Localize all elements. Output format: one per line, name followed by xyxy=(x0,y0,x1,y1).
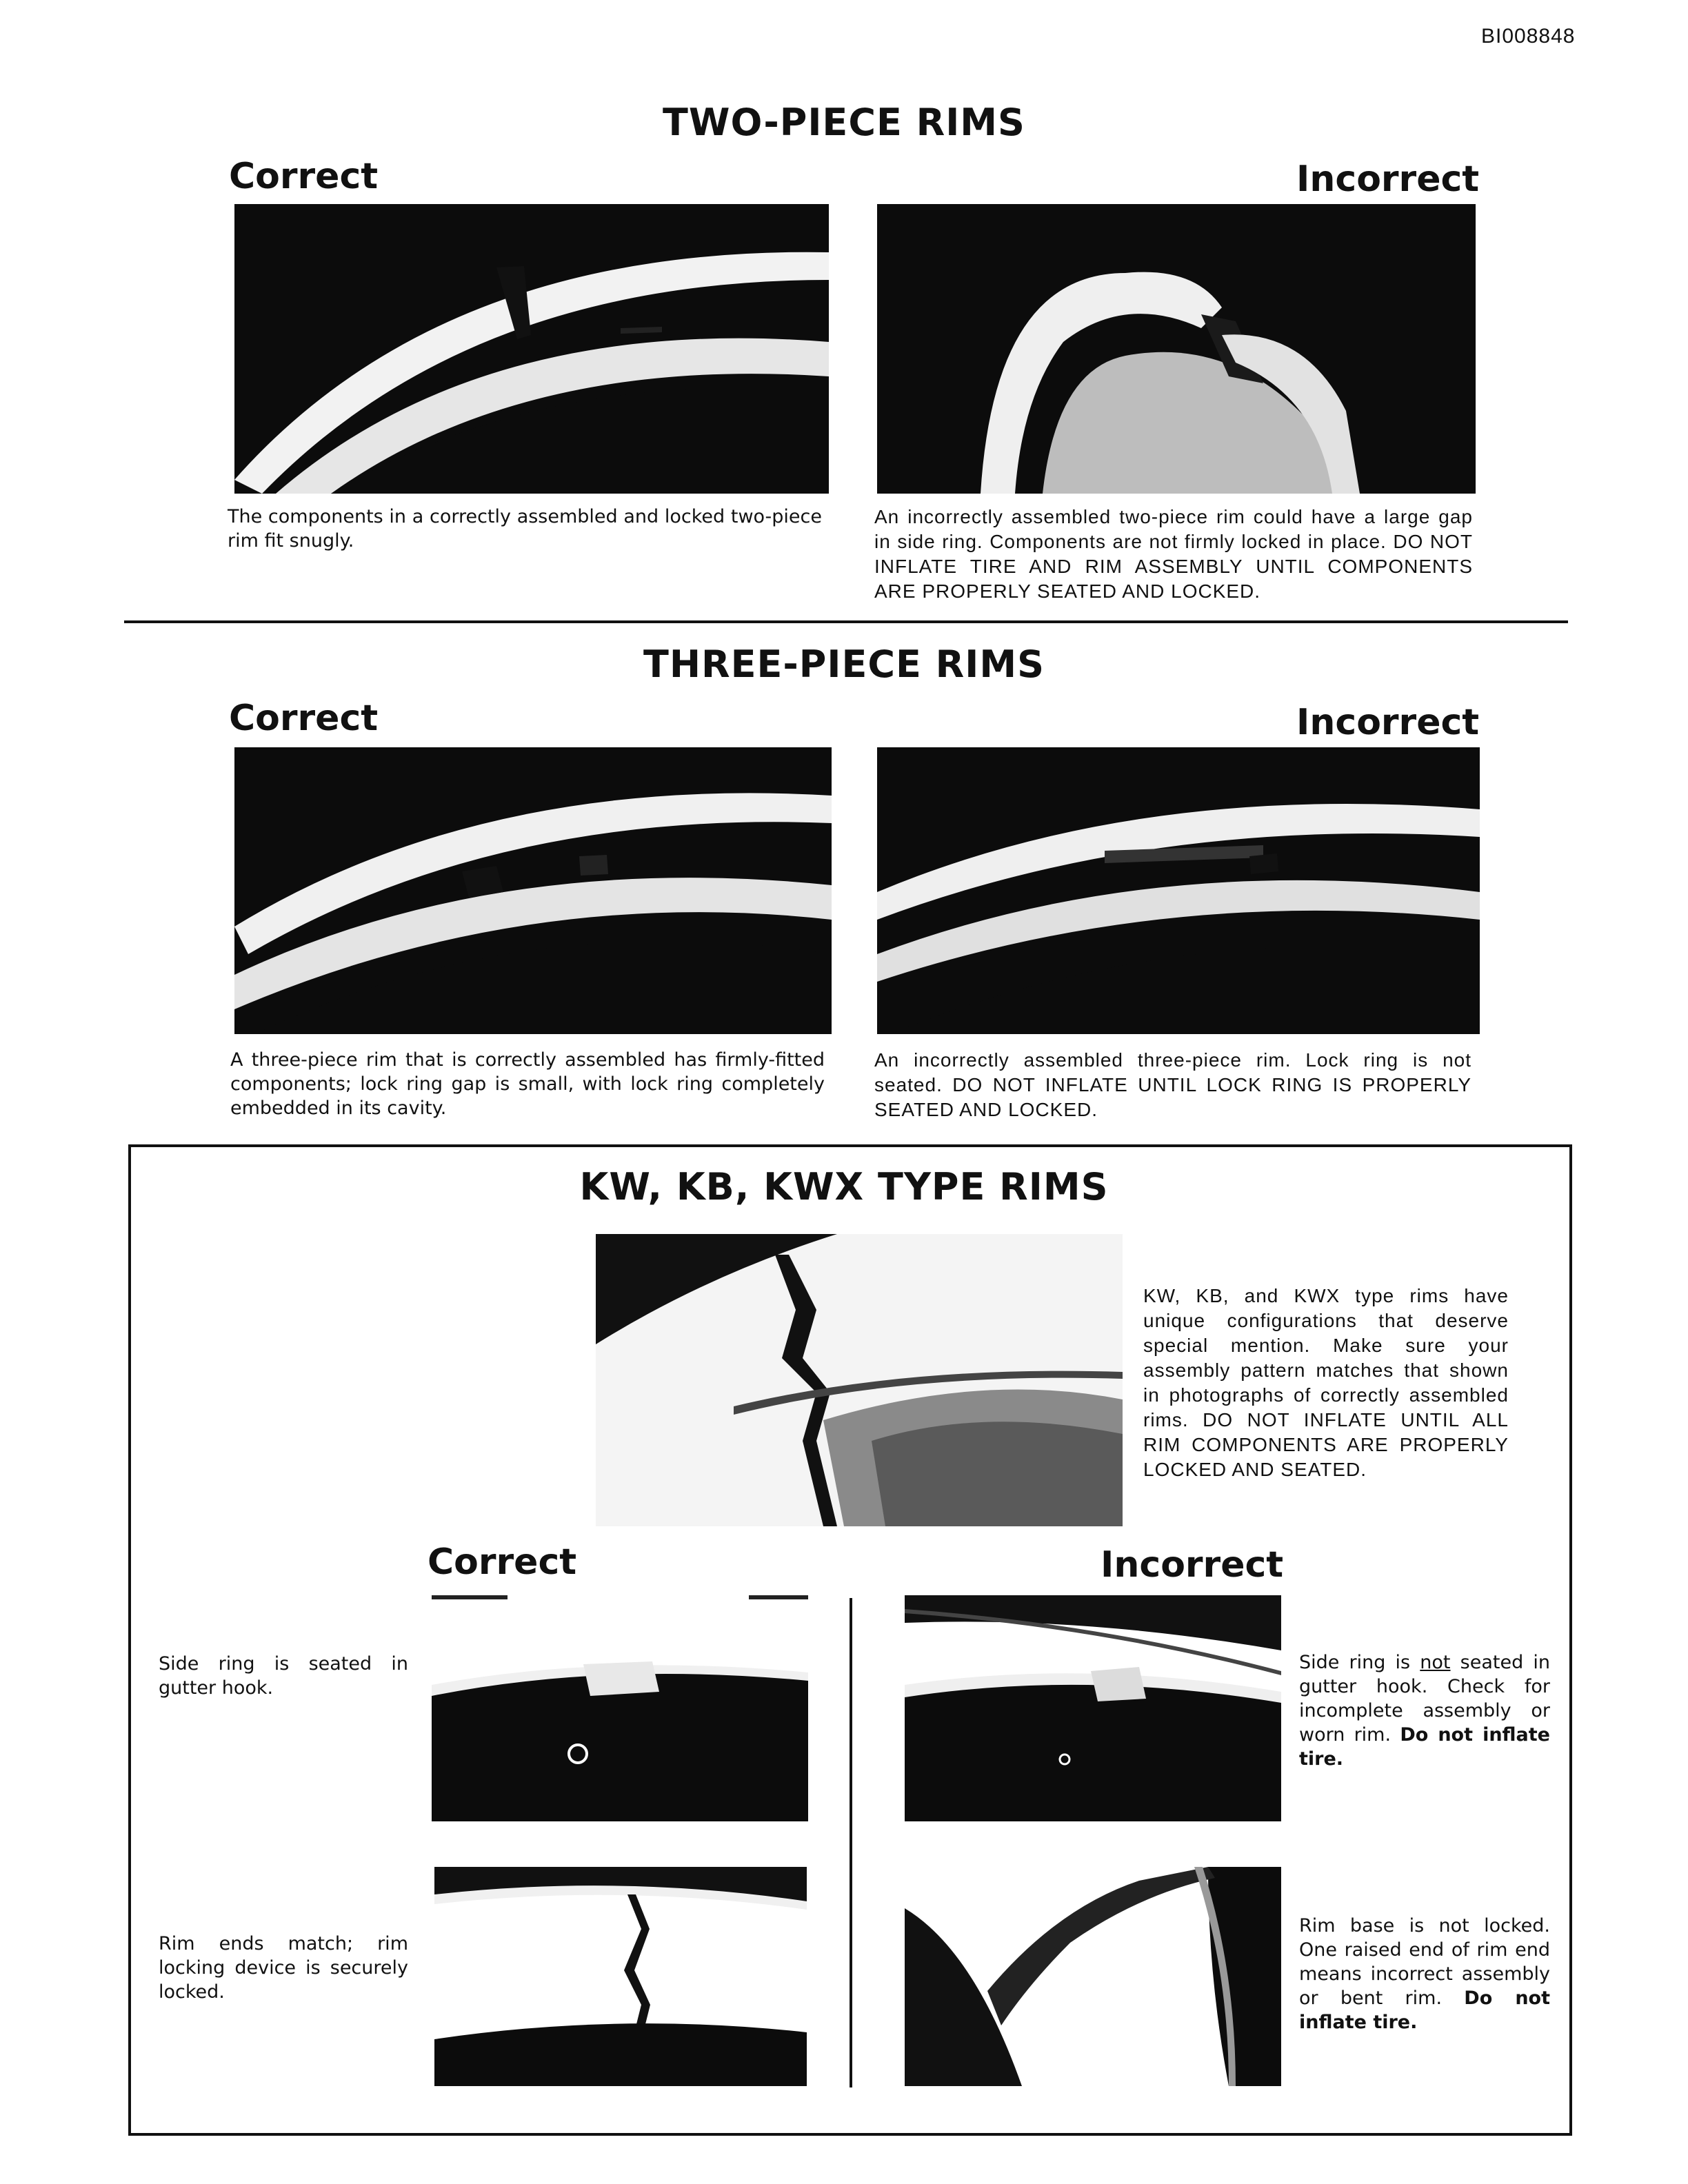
document-id: BI008848 xyxy=(1481,25,1576,48)
caption-two-piece-incorrect: An incorrectly assembled two-piece rim could have a large gap in side ring. Components are not firmly locked in place. DO NOT INFLATE TIRE AND RIM ASSEMBLY UNTIL COMPONENTS ARE PROPERLY SEATED AND LOCKED. xyxy=(874,506,1473,602)
photo-kw-row1-incorrect xyxy=(905,1595,1281,1821)
caption-two-piece-correct: The components in a correctly assembled and locked two-piece rim fit snugly. xyxy=(228,506,822,552)
kw-intro-text: KW, KB, and KWX type rims have unique configurations that deserve special mention. Make sure your assembly pattern matches that shown in photographs of correctly assembled rims. DO NOT INFLATE UNTIL ALL RIM COMPONENTS ARE PROPERLY LOCKED AND SEATED. xyxy=(1143,1285,1509,1480)
photo-kw-row2-correct xyxy=(434,1867,807,2086)
label-incorrect: Incorrect xyxy=(1296,159,1480,200)
section-divider xyxy=(124,620,1568,623)
photo-two-piece-correct xyxy=(234,204,829,494)
kw-row2-incorrect-text: Rim base is not locked. One raised end of rim end means incorrect assembly or bent rim. Do not inflate tire. xyxy=(1299,1915,1550,2033)
photo-kw-row1-correct xyxy=(432,1595,808,1821)
label-incorrect: Incorrect xyxy=(1296,702,1480,743)
photo-two-piece-incorrect xyxy=(877,204,1476,494)
photo-three-piece-incorrect xyxy=(877,747,1480,1034)
section-title-kw: KW, KB, KWX TYPE RIMS xyxy=(579,1165,1109,1209)
label-correct: Correct xyxy=(229,156,379,197)
kw-row1-incorrect-text: Side ring is not seated in gutter hook. Check for incomplete assembly or worn rim. Do not inflate tire. xyxy=(1299,1652,1551,1770)
kw-row1-correct-text: Side ring is seated in gutter hook. xyxy=(159,1653,408,1699)
photo-three-piece-correct xyxy=(234,747,832,1034)
kw-row2-correct-text: Rim ends match; rim locking device is securely locked. xyxy=(159,1933,408,2003)
photo-kw-overview xyxy=(596,1234,1123,1526)
section-title-three-piece: THREE-PIECE RIMS xyxy=(643,643,1045,686)
label-incorrect: Incorrect xyxy=(1101,1544,1284,1586)
label-correct: Correct xyxy=(229,698,379,739)
caption-three-piece-incorrect: An incorrectly assembled three-piece rim. Lock ring is not seated. DO NOT INFLATE UNTIL LOCK RING IS PROPERLY SEATED AND LOCKED. xyxy=(874,1049,1471,1120)
column-divider xyxy=(850,1598,852,2087)
photo-kw-row2-incorrect xyxy=(905,1867,1281,2086)
section-title-two-piece: TWO-PIECE RIMS xyxy=(663,101,1025,144)
label-correct: Correct xyxy=(428,1541,577,1583)
caption-three-piece-correct: A three-piece rim that is correctly assembled has firmly-fitted components; lock ring gap is small, with lock ring completely embedded in its cavity. xyxy=(230,1049,825,1119)
